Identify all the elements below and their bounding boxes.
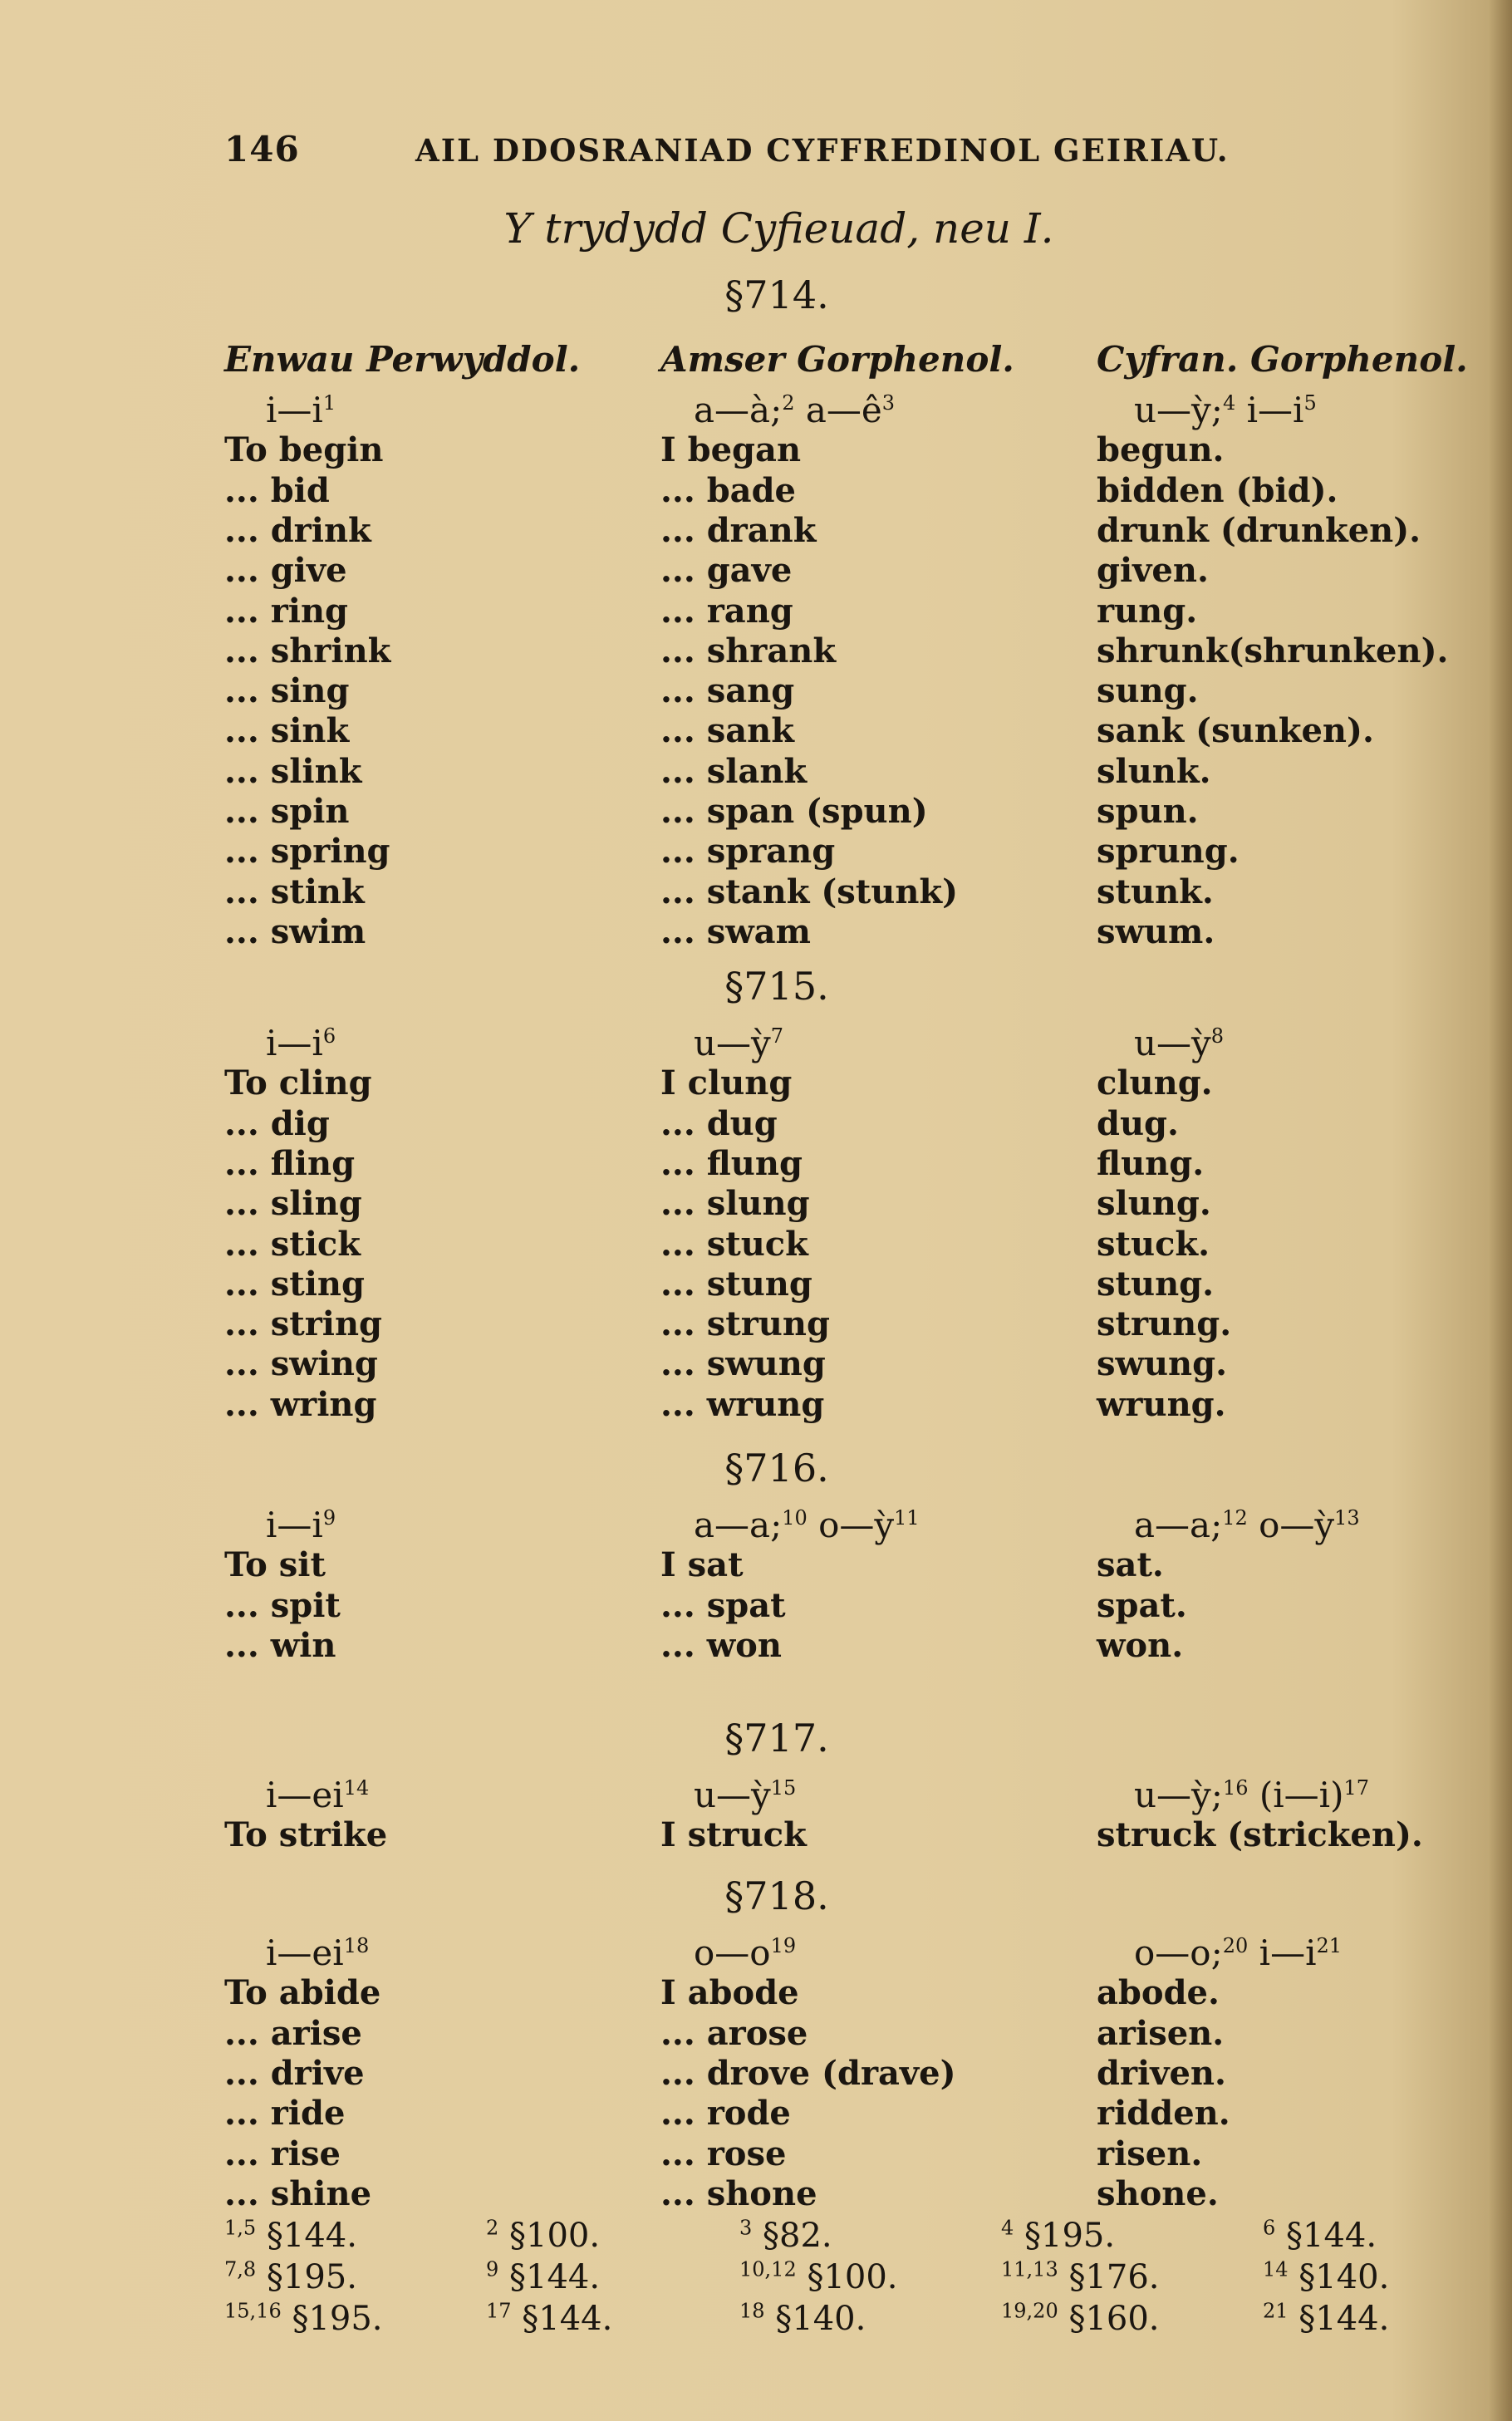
footnote-reference: §195.	[266, 2258, 357, 2296]
past-participle-cell: sung.	[1097, 671, 1199, 711]
footnote-marker: 11	[894, 1506, 920, 1530]
page-title: Y trydydd Cyfieuad, neu I.	[503, 204, 1054, 253]
infinitive-cell: ... swim	[224, 911, 366, 951]
past-tense-cell: ... spat	[660, 1585, 786, 1625]
infinitive-cell: ... sink	[224, 711, 350, 751]
vowel-pattern-cell	[1134, 1775, 1369, 1815]
infinitive-cell: ... stink	[224, 872, 365, 911]
vowel-pattern	[694, 1775, 796, 1815]
footnote-reference: §140.	[1298, 2258, 1390, 2296]
footnote-marker: 10,12	[739, 2257, 797, 2281]
past-participle-cell: ridden.	[1097, 2094, 1230, 2134]
infinitive-cell: ... stick	[224, 1224, 361, 1264]
infinitive-cell: ... wring	[224, 1384, 377, 1424]
past-tense-cell: ... wrung	[660, 1384, 825, 1424]
vowel-pattern	[266, 1023, 336, 1063]
past-tense-cell: ... shone	[660, 2173, 817, 2213]
infinitive-cell: ... shrink	[224, 631, 391, 670]
past-tense-cell: ... stung	[660, 1264, 812, 1304]
past-tense-cell: ... stuck	[660, 1224, 808, 1264]
vowel-pattern-part: o—o	[694, 1932, 771, 1973]
past-tense-cell: ... strung	[660, 1304, 830, 1344]
past-tense-cell: ... swung	[660, 1344, 826, 1384]
vowel-pattern	[1134, 390, 1317, 430]
infinitive-cell: ... swing	[224, 1344, 378, 1384]
vowel-pattern-cell	[266, 1775, 369, 1815]
past-participle-cell: stunk.	[1097, 872, 1214, 911]
past-tense-cell: ... gave	[660, 551, 793, 591]
footnote	[224, 2258, 357, 2296]
vowel-pattern	[266, 1505, 336, 1545]
footnote-reference: §160.	[1068, 2300, 1160, 2338]
footnote-marker: 11,13	[1001, 2257, 1058, 2281]
page-number: 146	[224, 129, 300, 169]
vowel-pattern-part: o—ỳ	[1259, 1505, 1335, 1545]
past-participle-cell: swung.	[1097, 1344, 1228, 1384]
page-edge-shadow	[1489, 0, 1512, 2421]
footnote-marker: 17	[486, 2299, 512, 2323]
past-participle-cell: bidden (bid).	[1097, 470, 1338, 510]
past-participle-cell: strung.	[1097, 1304, 1232, 1344]
footnote-marker: 5	[1303, 391, 1317, 415]
past-tense-cell: ... rode	[660, 2094, 791, 2134]
footnote-reference: §176.	[1068, 2258, 1160, 2296]
infinitive-cell: To cling	[224, 1063, 372, 1103]
vowel-pattern-part: a—ê	[805, 390, 882, 430]
infinitive-cell: ... bid	[224, 470, 330, 510]
past-tense-cell: ... stank (stunk)	[660, 872, 959, 911]
vowel-pattern-part: i—ei	[266, 1775, 344, 1815]
footnote-marker: 7,8	[224, 2257, 257, 2281]
vowel-pattern	[1134, 1932, 1342, 1973]
vowel-pattern-cell	[1134, 1505, 1360, 1545]
footnote-reference: §140.	[775, 2300, 866, 2338]
infinitive-cell: ... arise	[224, 2013, 362, 2053]
footnote	[224, 2217, 357, 2255]
footnote	[1263, 2300, 1389, 2338]
past-tense-cell: ... bade	[660, 470, 797, 510]
past-participle-cell: risen.	[1097, 2134, 1203, 2173]
footnote-reference: §144.	[522, 2300, 613, 2338]
vowel-pattern-part: a—à;	[694, 390, 783, 430]
past-tense-cell: I struck	[660, 1815, 807, 1855]
footnote	[1263, 2258, 1389, 2296]
vowel-pattern-part: u—ỳ	[1134, 1023, 1211, 1063]
past-participle-cell: stuck.	[1097, 1224, 1210, 1264]
vowel-pattern-cell	[266, 1024, 336, 1063]
footnote	[739, 2300, 866, 2338]
past-tense-cell: ... sprang	[660, 832, 836, 872]
footnote	[224, 2300, 383, 2338]
vowel-pattern	[266, 1932, 369, 1973]
column-header-past-participle: Cyfran. Gorphenol.	[1097, 339, 1468, 380]
past-tense-cell: ... shrank	[660, 631, 837, 670]
footnote-marker: 13	[1334, 1506, 1360, 1530]
infinitive-cell: ... slink	[224, 751, 362, 791]
infinitive-cell: ... ride	[224, 2094, 346, 2134]
vowel-pattern-cell	[1134, 390, 1317, 430]
vowel-pattern-cell	[266, 1505, 336, 1545]
past-tense-cell: I clung	[660, 1063, 793, 1103]
past-participle-cell: wrung.	[1097, 1384, 1226, 1424]
footnote-marker: 18	[739, 2299, 765, 2323]
footnote-marker: 19	[770, 1934, 797, 1957]
past-participle-cell: begun.	[1097, 430, 1225, 470]
past-participle-cell: dug.	[1097, 1103, 1179, 1143]
footnote-marker: 16	[1222, 1776, 1249, 1800]
footnote-marker: 21	[1316, 1934, 1343, 1957]
vowel-pattern-cell	[1134, 1933, 1342, 1973]
footnote-marker: 18	[343, 1934, 370, 1957]
vowel-pattern-part: i—i	[1259, 1932, 1317, 1973]
infinitive-cell: ... shine	[224, 2173, 372, 2213]
infinitive-cell: ... sting	[224, 1264, 365, 1304]
vowel-pattern-part: i—i	[266, 1505, 323, 1545]
past-participle-cell: sat.	[1097, 1545, 1164, 1585]
past-participle-cell: slung.	[1097, 1184, 1211, 1224]
footnote	[486, 2217, 600, 2255]
footnote	[1263, 2217, 1377, 2255]
past-participle-cell: struck (stricken).	[1097, 1815, 1423, 1855]
section-number: §718.	[724, 1873, 829, 1918]
vowel-pattern	[266, 390, 336, 430]
vowel-pattern-part: u—ỳ;	[1134, 1775, 1223, 1815]
footnote-marker: 15	[770, 1776, 797, 1800]
footnote-marker: 6	[1263, 2216, 1276, 2240]
past-participle-cell: spat.	[1097, 1585, 1187, 1625]
past-tense-cell: I began	[660, 430, 802, 470]
past-tense-cell: ... won	[660, 1625, 782, 1665]
past-participle-cell: rung.	[1097, 591, 1198, 631]
past-tense-cell: ... slung	[660, 1184, 810, 1224]
footnote-marker: 14	[343, 1776, 370, 1800]
past-tense-cell: ... sank	[660, 711, 794, 751]
footnote	[486, 2300, 612, 2338]
column-header-infinitive: Enwau Perwyddol.	[224, 339, 581, 380]
footnote-reference: §195.	[292, 2300, 383, 2338]
footnote-marker: 1,5	[224, 2216, 257, 2240]
section-number: §715.	[724, 964, 829, 1009]
past-tense-cell: ... sang	[660, 671, 795, 711]
past-participle-cell: stung.	[1097, 1264, 1215, 1304]
past-tense-cell: ... flung	[660, 1143, 803, 1183]
infinitive-cell: ... string	[224, 1304, 383, 1344]
section-number: §714.	[724, 273, 829, 317]
footnote-marker: 12	[1222, 1506, 1248, 1530]
past-participle-cell: sank (sunken).	[1097, 711, 1374, 751]
vowel-pattern	[694, 1932, 796, 1973]
vowel-pattern	[1134, 1775, 1369, 1815]
vowel-pattern	[694, 390, 895, 430]
infinitive-cell: ... spin	[224, 792, 350, 831]
footnote-marker: 14	[1263, 2257, 1289, 2281]
footnote	[486, 2258, 600, 2296]
past-participle-cell: drunk (drunken).	[1097, 510, 1421, 550]
vowel-pattern-cell	[694, 1024, 783, 1063]
past-tense-cell: ... slank	[660, 751, 808, 791]
vowel-pattern-part: i—ei	[266, 1932, 344, 1973]
footnote-reference: §82.	[763, 2217, 832, 2255]
past-participle-cell: swum.	[1097, 911, 1215, 951]
footnote	[1001, 2258, 1160, 2296]
past-tense-cell: ... arose	[660, 2013, 808, 2053]
footnote-marker: 2	[782, 391, 795, 415]
footnote	[739, 2258, 898, 2296]
vowel-pattern-cell	[1134, 1024, 1224, 1063]
past-tense-cell: ... rose	[660, 2134, 787, 2173]
past-tense-cell: I sat	[660, 1545, 744, 1585]
infinitive-cell: ... drink	[224, 510, 371, 550]
footnote	[739, 2217, 832, 2255]
past-tense-cell: ... span (spun)	[660, 792, 928, 831]
footnote-reference: §144.	[509, 2258, 601, 2296]
section-number: §717.	[724, 1716, 829, 1761]
vowel-pattern-part: u—ỳ	[694, 1775, 771, 1815]
footnote-marker: 21	[1263, 2299, 1289, 2323]
vowel-pattern	[694, 1505, 920, 1545]
footnote-marker: 4	[1222, 391, 1236, 415]
footnote	[1001, 2217, 1115, 2255]
infinitive-cell: ... sing	[224, 671, 350, 711]
past-tense-cell: ... drove (drave)	[660, 2053, 956, 2093]
past-participle-cell: sprung.	[1097, 832, 1240, 872]
footnote	[1001, 2300, 1160, 2338]
vowel-pattern-cell	[694, 1775, 796, 1815]
footnote-marker: 7	[770, 1024, 784, 1048]
infinitive-cell: ... sling	[224, 1184, 362, 1224]
vowel-pattern-cell	[266, 390, 336, 430]
infinitive-cell: ... dig	[224, 1103, 330, 1143]
footnote-marker: 17	[1343, 1776, 1370, 1800]
past-tense-cell: ... drank	[660, 510, 817, 550]
vowel-pattern-part: u—ỳ;	[1134, 390, 1223, 430]
past-participle-cell: clung.	[1097, 1063, 1213, 1103]
vowel-pattern-cell	[694, 1933, 796, 1973]
footnote-marker: 9	[322, 1506, 336, 1530]
vowel-pattern	[266, 1775, 369, 1815]
vowel-pattern-part: a—a;	[1134, 1505, 1223, 1545]
footnote-reference: §144.	[1286, 2217, 1377, 2255]
past-participle-cell: shrunk(shrunken).	[1097, 631, 1449, 670]
past-tense-cell: I abode	[660, 1973, 799, 2013]
past-tense-cell: ... dug	[660, 1103, 778, 1143]
running-title: AIL DDOSRANIAD CYFFREDINOL GEIRIAU.	[415, 132, 1230, 169]
infinitive-cell: ... drive	[224, 2053, 365, 2093]
footnote-marker: 4	[1001, 2216, 1014, 2240]
past-participle-cell: won.	[1097, 1625, 1184, 1665]
footnote-reference: §144.	[1298, 2300, 1390, 2338]
vowel-pattern-cell	[266, 1933, 369, 1973]
infinitive-cell: ... fling	[224, 1143, 356, 1183]
footnote-marker: 8	[1210, 1024, 1225, 1048]
footnote-marker: 9	[486, 2257, 499, 2281]
past-tense-cell: ... rang	[660, 591, 793, 631]
footnote-marker: 15,16	[224, 2299, 282, 2323]
past-participle-cell: spun.	[1097, 792, 1199, 831]
footnote-marker: 10	[782, 1506, 808, 1530]
infinitive-cell: To strike	[224, 1815, 388, 1855]
footnote-reference: §195.	[1024, 2217, 1116, 2255]
footnote-marker: 2	[486, 2216, 499, 2240]
footnote-marker: 6	[322, 1024, 336, 1048]
vowel-pattern-part: i—i	[1246, 390, 1304, 430]
infinitive-cell: ... spring	[224, 832, 390, 872]
vowel-pattern-cell	[694, 1505, 920, 1545]
vowel-pattern-part: o—o;	[1134, 1932, 1223, 1973]
vowel-pattern-part: o—ỳ	[818, 1505, 895, 1545]
infinitive-cell: ... give	[224, 551, 347, 591]
vowel-pattern-part: i—i	[266, 1023, 323, 1063]
infinitive-cell: ... rise	[224, 2134, 341, 2173]
footnote-reference: §100.	[509, 2217, 601, 2255]
past-participle-cell: driven.	[1097, 2053, 1226, 2093]
vowel-pattern	[694, 1023, 783, 1063]
vowel-pattern-part: (i—i)	[1259, 1775, 1344, 1815]
vowel-pattern-part: a—a;	[694, 1505, 783, 1545]
section-number: §716.	[724, 1446, 829, 1490]
vowel-pattern-cell	[694, 390, 895, 430]
infinitive-cell: ... spit	[224, 1585, 341, 1625]
footnote-marker: 20	[1222, 1934, 1249, 1957]
infinitive-cell: To begin	[224, 430, 384, 470]
past-participle-cell: flung.	[1097, 1143, 1205, 1183]
vowel-pattern	[1134, 1023, 1224, 1063]
past-participle-cell: arisen.	[1097, 2013, 1225, 2053]
footnote-marker: 3	[881, 391, 896, 415]
footnote-marker: 3	[739, 2216, 753, 2240]
vowel-pattern	[1134, 1505, 1360, 1545]
infinitive-cell: To abide	[224, 1973, 381, 2013]
past-participle-cell: given.	[1097, 551, 1209, 591]
infinitive-cell: ... win	[224, 1625, 336, 1665]
column-header-past-tense: Amser Gorphenol.	[660, 339, 1014, 380]
footnote-reference: §144.	[266, 2217, 357, 2255]
past-tense-cell: ... swam	[660, 911, 811, 951]
footnote-marker: 19,20	[1001, 2299, 1058, 2323]
footnote-reference: §100.	[807, 2258, 898, 2296]
vowel-pattern-part: i—i	[266, 390, 323, 430]
footnote-marker: 1	[322, 391, 336, 415]
past-participle-cell: abode.	[1097, 1973, 1220, 2013]
infinitive-cell: ... ring	[224, 591, 349, 631]
past-participle-cell: shone.	[1097, 2173, 1219, 2213]
vowel-pattern-part: u—ỳ	[694, 1023, 771, 1063]
past-participle-cell: slunk.	[1097, 751, 1211, 791]
infinitive-cell: To sit	[224, 1545, 326, 1585]
